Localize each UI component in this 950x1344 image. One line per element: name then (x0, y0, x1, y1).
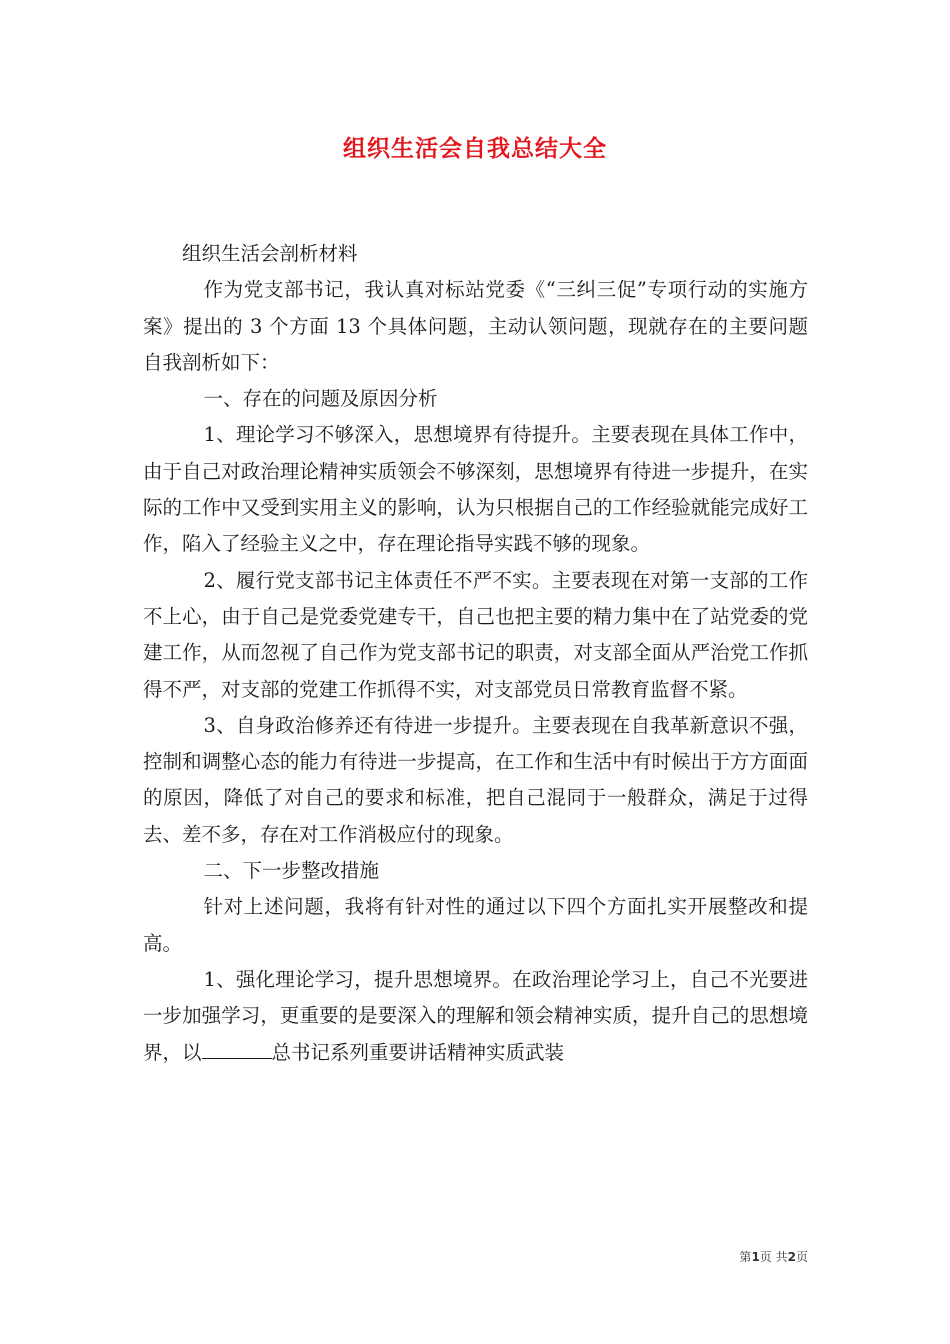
paragraph-measure-1-end: 总书记系列重要讲话精神实质武装 (271, 1040, 565, 1064)
footer-suffix: 页 (795, 1250, 808, 1264)
section-heading-measures: 二、下一步整改措施 (203, 859, 379, 883)
footer-total-pages: 2 (787, 1250, 796, 1264)
footer-middle: 页 共 (759, 1250, 788, 1264)
page-footer (739, 1248, 808, 1266)
footer-current-page: 1 (751, 1250, 760, 1264)
paragraph-problem-2: 2、履行党支部书记主体责任不严不实。主要表现在对第一支部的工作不上心，由于自己是党委党建专干，自己也把主要的精力集中在了站党委的党建工作，从而忽视了自己作为党支部书记的职责，对支部全面从严治党工作抓得不严，对支部的党建工作抓得不实，对支部党员日常教育监督不紧。 (143, 568, 808, 701)
paragraph-measure-1-start: 1、强化理论学习，提升思想境界。在政治理论学习上，自己不光要进一步加强学习，更重要的是要深入的理解和领会精神实质，提升自己的思想境界，以 (143, 967, 808, 1064)
paragraph-measures-intro: 针对上述问题，我将有针对性的通过以下四个方面扎实开展整改和提高。 (143, 895, 808, 955)
paragraph-subtitle: 组织生活会剖析材料 (182, 242, 358, 265)
document-title: 组织生活会自我总结大全 (343, 135, 607, 162)
fill-in-blank (202, 1036, 272, 1059)
footer-prefix: 第 (739, 1250, 752, 1264)
document-body (143, 236, 808, 1071)
paragraph-intro: 作为党支部书记，我认真对标站党委《“三纠三促”专项行动的实施方案》提出的 3 个方面 13 个具体问题，主动认领问题，现就存在的主要问题自我剖析如下： (143, 278, 808, 374)
paragraph-problem-3: 3、自身政治修养还有待进一步提升。主要表现在自我革新意识不强，控制和调整心态的能力有待进一步提高，在工作和生活中有时候出于方方面面的原因，降低了对自己的要求和标准，把自己混同于一般群众，满足于过得去、差不多，存在对工作消极应付的现象。 (143, 713, 808, 846)
section-heading-problems: 一、存在的问题及原因分析 (203, 387, 438, 411)
paragraph-problem-1: 1、理论学习不够深入，思想境界有待提升。主要表现在具体工作中，由于自己对政治理论精神实质领会不够深刻，思想境界有待进一步提升，在实际的工作中又受到实用主义的影响，认为只根据自己的工作经验就能完成好工作，陷入了经验主义之中，存在理论指导实践不够的现象。 (143, 423, 808, 556)
paragraph-measure-1 (143, 962, 808, 1071)
